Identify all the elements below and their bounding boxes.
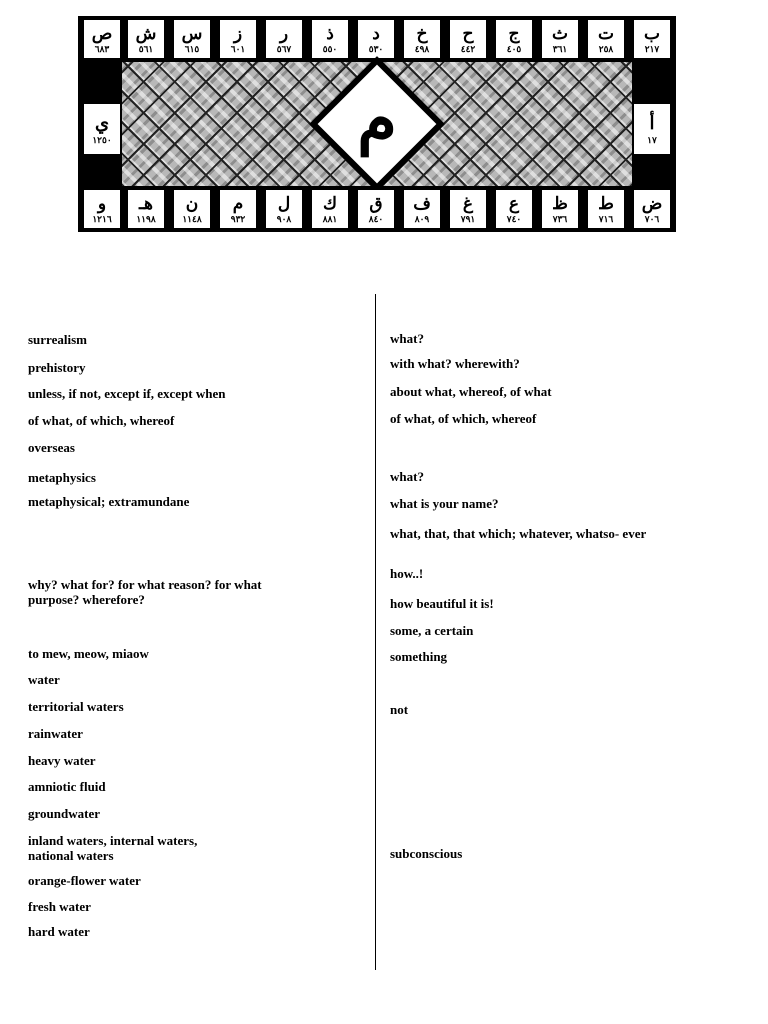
- tile-letter: ز: [233, 23, 243, 43]
- tile-page-number: ٦٨٣: [94, 43, 110, 54]
- english-gloss: territorial waters: [28, 699, 124, 714]
- tile-letter: ي: [94, 112, 110, 133]
- letter-tile[interactable]: [634, 20, 670, 58]
- tile-page-number: ٥٦٧: [276, 43, 292, 54]
- letter-tile-left[interactable]: [84, 104, 120, 154]
- english-gloss: unless, if not, except if, except when: [28, 386, 226, 401]
- letter-tile[interactable]: [128, 190, 164, 228]
- english-gloss: about what, whereof, of what: [390, 384, 552, 399]
- english-gloss: groundwater: [28, 806, 100, 821]
- english-gloss: hard water: [28, 924, 90, 939]
- tile-letter: ل: [277, 193, 291, 213]
- tile-page-number: ١٢٥٠: [92, 134, 112, 145]
- column-divider: [375, 294, 376, 970]
- tile-page-number: ٧٤٠: [506, 213, 522, 224]
- tile-page-number: ٨٠٩: [414, 213, 430, 224]
- letter-tile[interactable]: [220, 20, 256, 58]
- english-gloss: what is your name?: [390, 496, 499, 511]
- tile-letter: و: [97, 193, 107, 213]
- tile-letter: خ: [416, 23, 428, 43]
- tile-letter: ك: [322, 193, 337, 213]
- letter-tile-right[interactable]: [634, 104, 670, 154]
- english-gloss: rainwater: [28, 726, 83, 741]
- tile-letter: ع: [508, 193, 520, 213]
- tile-letter: ج: [508, 23, 520, 43]
- tile-page-number: ٣٦١: [552, 43, 568, 54]
- letter-tile[interactable]: [174, 20, 210, 58]
- english-gloss: not: [390, 702, 409, 717]
- tile-page-number: ٧٠٦: [644, 213, 660, 224]
- letter-tile[interactable]: [634, 190, 670, 228]
- tile-page-number: ٥٦١: [138, 43, 154, 54]
- english-gloss: some, a certain: [390, 623, 474, 638]
- english-gloss: something: [390, 649, 448, 664]
- english-gloss: prehistory: [28, 360, 86, 375]
- tile-page-number: ٢١٧: [644, 43, 660, 54]
- tile-letter: س: [181, 23, 203, 43]
- letter-tile[interactable]: [542, 20, 578, 58]
- tile-letter: ص: [91, 23, 113, 43]
- tile-page-number: ٩٣٢: [230, 213, 246, 224]
- english-gloss: heavy water: [28, 753, 96, 768]
- tile-letter: ض: [641, 193, 663, 213]
- english-gloss: what?: [390, 331, 424, 346]
- english-gloss: surrealism: [28, 332, 87, 347]
- tile-page-number: ٤٩٨: [414, 43, 430, 54]
- tile-letter: ن: [185, 193, 199, 213]
- tile-page-number: ١١٤٨: [182, 213, 202, 224]
- tile-page-number: ١٢١٦: [92, 213, 112, 224]
- english-gloss: overseas: [28, 440, 75, 455]
- tile-letter: م: [232, 193, 244, 213]
- tile-letter: ذ: [326, 23, 334, 43]
- tile-letter: ب: [643, 23, 660, 43]
- alphabet-banner: [78, 16, 676, 232]
- english-gloss: what?: [390, 469, 424, 484]
- tile-page-number: ٧٣٦: [552, 213, 568, 224]
- tile-letter: ر: [279, 23, 289, 43]
- tile-letter: ش: [135, 23, 157, 43]
- english-gloss: with what? wherewith?: [390, 356, 520, 371]
- tile-letter: ف: [413, 193, 431, 213]
- letter-tile[interactable]: [312, 20, 348, 58]
- letter-tile[interactable]: [358, 20, 394, 58]
- letter-tile[interactable]: [358, 190, 394, 228]
- tile-page-number: ٨٤٠: [368, 213, 384, 224]
- english-gloss: what, that, that which; whatever, whatso- ever: [390, 526, 647, 541]
- english-gloss: of what, of which, whereof: [28, 413, 175, 428]
- letter-tile[interactable]: [588, 20, 624, 58]
- english-gloss: orange-flower water: [28, 873, 141, 888]
- letter-tile[interactable]: [266, 190, 302, 228]
- tile-page-number: ٦١٥: [184, 43, 200, 54]
- tile-page-number: ١١٩٨: [136, 213, 156, 224]
- letter-tile[interactable]: [174, 190, 210, 228]
- letter-tile[interactable]: [496, 20, 532, 58]
- letter-tile[interactable]: [312, 190, 348, 228]
- letter-tile[interactable]: [588, 190, 624, 228]
- english-gloss: of what, of which, whereof: [390, 411, 537, 426]
- english-gloss: fresh water: [28, 899, 91, 914]
- letter-tile[interactable]: [220, 190, 256, 228]
- tile-page-number: ٤٤٢: [460, 43, 476, 54]
- letter-tile[interactable]: [450, 20, 486, 58]
- letter-tile[interactable]: [542, 190, 578, 228]
- english-gloss: why? what for? for what reason? for what purpose? wherefore?: [28, 577, 262, 607]
- lattice-pattern: [122, 62, 632, 186]
- tile-letter: أ: [649, 112, 655, 133]
- tile-letter: ظ: [552, 193, 568, 213]
- letter-tile[interactable]: [404, 190, 440, 228]
- english-gloss: to mew, meow, miaow: [28, 646, 149, 661]
- english-gloss: amniotic fluid: [28, 779, 106, 794]
- tile-letter: هـ: [139, 193, 153, 213]
- english-gloss: inland waters, internal waters, national waters: [28, 833, 198, 863]
- letter-tile[interactable]: [450, 190, 486, 228]
- alphabet-bottom-row: [84, 190, 670, 228]
- tile-page-number: ٥٣٠: [368, 43, 384, 54]
- alphabet-top-row: [84, 20, 670, 58]
- letter-tile[interactable]: [84, 190, 120, 228]
- english-gloss: water: [28, 672, 60, 687]
- tile-letter: ح: [462, 23, 474, 43]
- english-gloss: how..!: [390, 566, 424, 581]
- tile-page-number: ١٧: [647, 134, 657, 145]
- tile-page-number: ٨٨١: [322, 213, 338, 224]
- tile-page-number: ٥٥٠: [322, 43, 338, 54]
- tile-page-number: ٦٠١: [230, 43, 246, 54]
- english-gloss: metaphysics: [28, 470, 96, 485]
- letter-tile[interactable]: [496, 190, 532, 228]
- tile-page-number: ٧١٦: [598, 213, 614, 224]
- tile-letter: غ: [462, 193, 474, 213]
- tile-page-number: ٧٩١: [460, 213, 476, 224]
- tile-letter: ط: [598, 193, 614, 213]
- english-gloss: metaphysical; extramundane: [28, 494, 190, 509]
- tile-page-number: ٢٥٨: [598, 43, 614, 54]
- tile-page-number: ٩٠٨: [276, 213, 292, 224]
- tile-page-number: ٤٠٥: [506, 43, 522, 54]
- tile-letter: ث: [551, 23, 568, 43]
- current-letter: م: [357, 84, 397, 155]
- tile-letter: د: [372, 23, 380, 43]
- letter-tile[interactable]: [266, 20, 302, 58]
- tile-letter: ق: [369, 193, 383, 213]
- letter-tile[interactable]: [128, 20, 164, 58]
- english-gloss: how beautiful it is!: [390, 596, 494, 611]
- tile-letter: ت: [597, 23, 614, 43]
- letter-tile[interactable]: [404, 20, 440, 58]
- english-gloss: subconscious: [390, 846, 463, 861]
- letter-tile[interactable]: [84, 20, 120, 58]
